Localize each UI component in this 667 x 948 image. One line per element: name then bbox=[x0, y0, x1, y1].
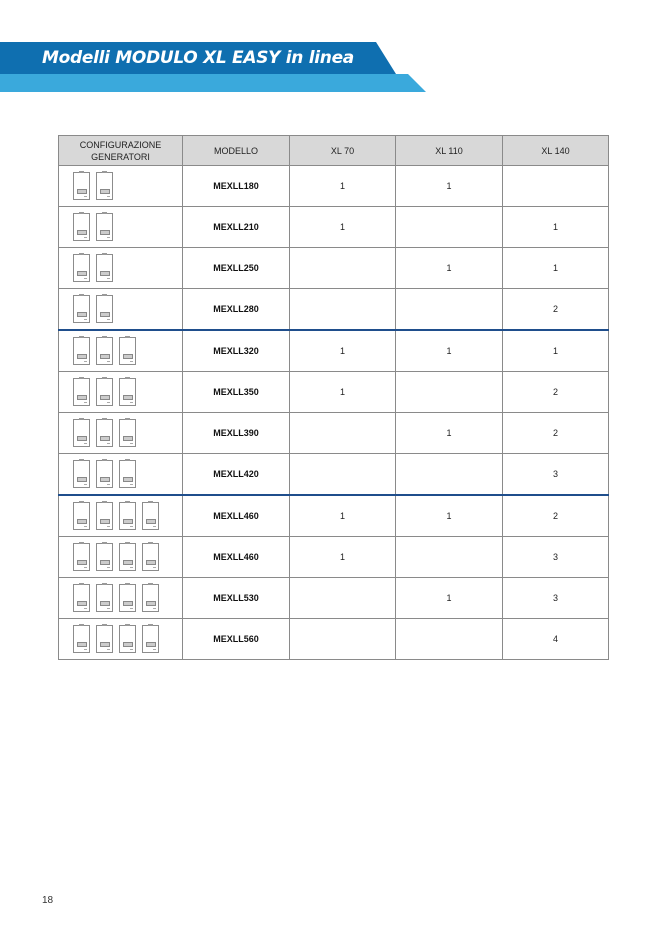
xl70-cell bbox=[290, 619, 396, 660]
table-row bbox=[59, 413, 609, 454]
boiler-generator-icon bbox=[96, 172, 113, 200]
boiler-generator-icon bbox=[119, 625, 136, 653]
xl140-cell: 3 bbox=[503, 578, 609, 619]
generator-configuration-cell bbox=[59, 248, 183, 289]
xl110-cell: 1 bbox=[396, 578, 503, 619]
generator-group bbox=[59, 578, 182, 618]
xl70-cell: 1 bbox=[290, 537, 396, 578]
model-cell: MEXLL250 bbox=[183, 248, 290, 289]
xl110-cell bbox=[396, 207, 503, 248]
model-cell: MEXLL530 bbox=[183, 578, 290, 619]
xl140-cell bbox=[503, 166, 609, 207]
xl70-cell: 1 bbox=[290, 166, 396, 207]
table-row bbox=[59, 372, 609, 413]
boiler-generator-icon bbox=[73, 337, 90, 365]
xl70-cell: 1 bbox=[290, 330, 396, 372]
xl110-cell bbox=[396, 289, 503, 331]
xl140-cell: 1 bbox=[503, 330, 609, 372]
boiler-generator-icon bbox=[142, 502, 159, 530]
xl110-cell bbox=[396, 537, 503, 578]
boiler-generator-icon bbox=[119, 543, 136, 571]
model-cell: MEXLL460 bbox=[183, 537, 290, 578]
generator-configuration-cell bbox=[59, 578, 183, 619]
boiler-generator-icon bbox=[142, 584, 159, 612]
column-header-xl110: XL 110 bbox=[396, 136, 503, 166]
generator-configuration-cell bbox=[59, 413, 183, 454]
column-header-xl70: XL 70 bbox=[290, 136, 396, 166]
column-header-xl140: XL 140 bbox=[503, 136, 609, 166]
models-table bbox=[58, 135, 609, 660]
xl70-cell bbox=[290, 248, 396, 289]
boiler-generator-icon bbox=[96, 543, 113, 571]
boiler-generator-icon bbox=[73, 419, 90, 447]
xl110-cell: 1 bbox=[396, 166, 503, 207]
model-cell: MEXLL350 bbox=[183, 372, 290, 413]
xl140-cell: 2 bbox=[503, 495, 609, 537]
table-row bbox=[59, 330, 609, 372]
generator-group bbox=[59, 248, 182, 288]
generator-configuration-cell bbox=[59, 454, 183, 496]
boiler-generator-icon bbox=[73, 172, 90, 200]
table-row bbox=[59, 289, 609, 331]
boiler-generator-icon bbox=[96, 502, 113, 530]
xl140-cell: 2 bbox=[503, 413, 609, 454]
xl110-cell: 1 bbox=[396, 248, 503, 289]
xl70-cell bbox=[290, 454, 396, 496]
boiler-generator-icon bbox=[119, 584, 136, 612]
xl70-cell bbox=[290, 413, 396, 454]
boiler-generator-icon bbox=[73, 213, 90, 241]
boiler-generator-icon bbox=[96, 584, 113, 612]
boiler-generator-icon bbox=[73, 254, 90, 282]
xl70-cell: 1 bbox=[290, 207, 396, 248]
generator-configuration-cell bbox=[59, 330, 183, 372]
xl110-cell bbox=[396, 372, 503, 413]
table-body bbox=[59, 166, 609, 660]
xl70-cell: 1 bbox=[290, 372, 396, 413]
generator-group bbox=[59, 166, 182, 206]
xl110-cell bbox=[396, 454, 503, 496]
page-number: 18 bbox=[42, 895, 54, 906]
boiler-generator-icon bbox=[142, 625, 159, 653]
generator-configuration-cell bbox=[59, 372, 183, 413]
boiler-generator-icon bbox=[96, 419, 113, 447]
model-cell: MEXLL180 bbox=[183, 166, 290, 207]
column-header-model: MODELLO bbox=[183, 136, 290, 166]
boiler-generator-icon bbox=[73, 460, 90, 488]
boiler-generator-icon bbox=[73, 625, 90, 653]
xl140-cell: 3 bbox=[503, 454, 609, 496]
boiler-generator-icon bbox=[142, 543, 159, 571]
model-cell: MEXLL390 bbox=[183, 413, 290, 454]
model-cell: MEXLL420 bbox=[183, 454, 290, 496]
table-row bbox=[59, 166, 609, 207]
boiler-generator-icon bbox=[73, 378, 90, 406]
xl140-cell: 1 bbox=[503, 248, 609, 289]
table-header-row bbox=[59, 136, 609, 166]
xl140-cell: 1 bbox=[503, 207, 609, 248]
boiler-generator-icon bbox=[73, 502, 90, 530]
generator-configuration-cell bbox=[59, 289, 183, 331]
boiler-generator-icon bbox=[119, 502, 136, 530]
boiler-generator-icon bbox=[119, 460, 136, 488]
boiler-generator-icon bbox=[96, 460, 113, 488]
generator-group bbox=[59, 331, 182, 371]
xl70-cell: 1 bbox=[290, 495, 396, 537]
xl140-cell: 4 bbox=[503, 619, 609, 660]
table-row bbox=[59, 619, 609, 660]
table-row bbox=[59, 454, 609, 496]
boiler-generator-icon bbox=[96, 337, 113, 365]
xl140-cell: 2 bbox=[503, 372, 609, 413]
model-cell: MEXLL320 bbox=[183, 330, 290, 372]
generator-group bbox=[59, 454, 182, 494]
generator-group bbox=[59, 289, 182, 329]
table-row bbox=[59, 207, 609, 248]
generator-group bbox=[59, 413, 182, 453]
xl140-cell: 3 bbox=[503, 537, 609, 578]
generator-group bbox=[59, 619, 182, 659]
xl110-cell: 1 bbox=[396, 413, 503, 454]
boiler-generator-icon bbox=[73, 543, 90, 571]
generator-group bbox=[59, 207, 182, 247]
boiler-generator-icon bbox=[73, 295, 90, 323]
generator-configuration-cell bbox=[59, 537, 183, 578]
boiler-generator-icon bbox=[119, 419, 136, 447]
xl70-cell bbox=[290, 578, 396, 619]
table-row bbox=[59, 537, 609, 578]
model-cell: MEXLL280 bbox=[183, 289, 290, 331]
generator-group bbox=[59, 537, 182, 577]
boiler-generator-icon bbox=[119, 378, 136, 406]
boiler-generator-icon bbox=[96, 378, 113, 406]
boiler-generator-icon bbox=[96, 295, 113, 323]
xl140-cell: 2 bbox=[503, 289, 609, 331]
boiler-generator-icon bbox=[73, 584, 90, 612]
table-row bbox=[59, 578, 609, 619]
boiler-generator-icon bbox=[119, 337, 136, 365]
xl70-cell bbox=[290, 289, 396, 331]
xl110-cell: 1 bbox=[396, 330, 503, 372]
generator-configuration-cell bbox=[59, 166, 183, 207]
column-header-configuration: CONFIGURAZIONE GENERATORI bbox=[59, 136, 183, 166]
generator-group bbox=[59, 372, 182, 412]
model-cell: MEXLL210 bbox=[183, 207, 290, 248]
boiler-generator-icon bbox=[96, 213, 113, 241]
table-row bbox=[59, 495, 609, 537]
table-row bbox=[59, 248, 609, 289]
boiler-generator-icon bbox=[96, 625, 113, 653]
generator-group bbox=[59, 496, 182, 536]
page-title: Modelli MODULO XL EASY in linea bbox=[42, 48, 354, 68]
generator-configuration-cell bbox=[59, 207, 183, 248]
model-cell: MEXLL560 bbox=[183, 619, 290, 660]
model-cell: MEXLL460 bbox=[183, 495, 290, 537]
generator-configuration-cell bbox=[59, 619, 183, 660]
xl110-cell bbox=[396, 619, 503, 660]
xl110-cell: 1 bbox=[396, 495, 503, 537]
boiler-generator-icon bbox=[96, 254, 113, 282]
generator-configuration-cell bbox=[59, 495, 183, 537]
